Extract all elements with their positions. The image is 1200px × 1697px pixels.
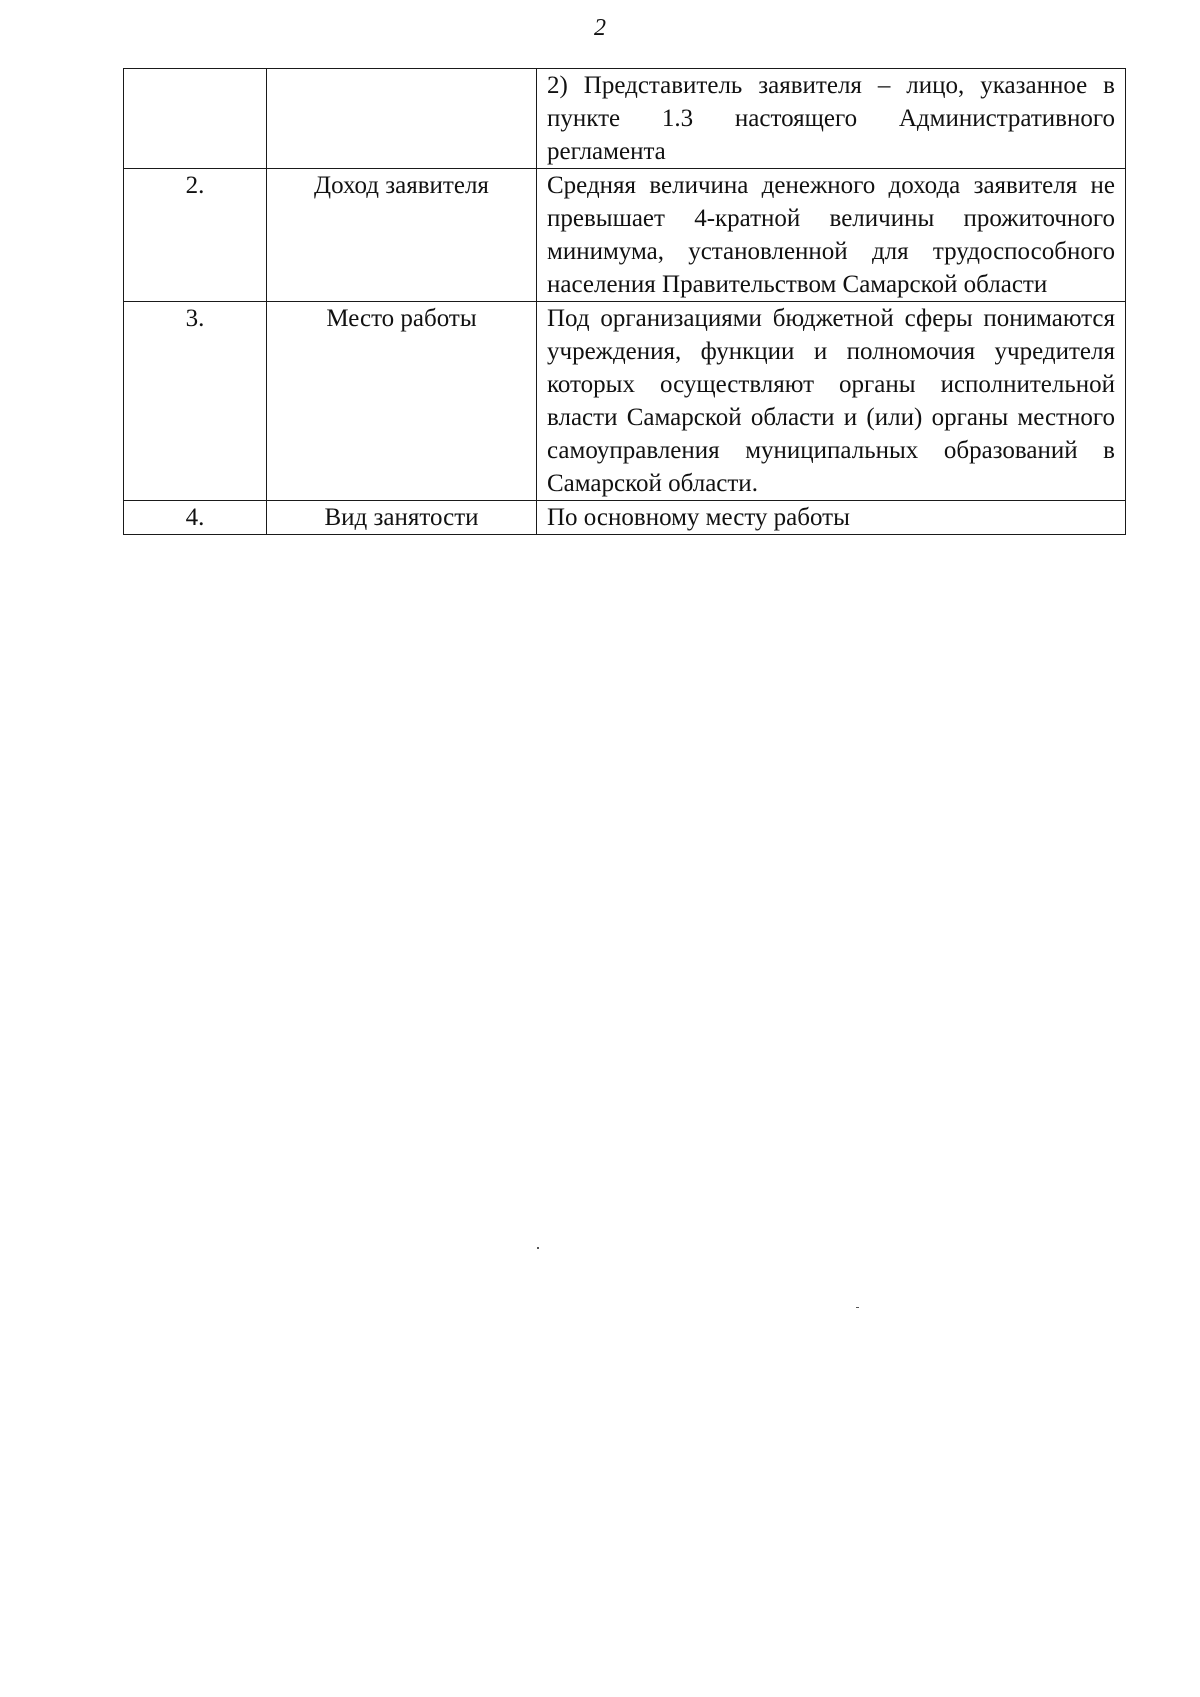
table-row — [124, 69, 1126, 169]
table-row — [124, 169, 1126, 302]
criterion-description-cell: Под организациями бюджетной сферы понимаются учреждения, функции и полномочия учредителя которых осуществляют органы исполнительной власти Самарской области и (или) органы местного самоуправления муниципальных образований в Самарской области. — [537, 302, 1126, 501]
scan-speck — [856, 1307, 859, 1308]
row-number-cell — [124, 69, 267, 169]
criterion-name-cell — [267, 69, 537, 169]
row-number-cell: 4. — [124, 501, 267, 535]
row-number-cell: 2. — [124, 169, 267, 302]
criterion-name-cell: Вид занятости — [267, 501, 537, 535]
page-number: 2 — [594, 15, 606, 41]
criterion-description-cell: По основному месту работы — [537, 501, 1126, 535]
row-number-cell: 3. — [124, 302, 267, 501]
criterion-name-cell: Доход заявителя — [267, 169, 537, 302]
criteria-table — [123, 68, 1126, 535]
table-row — [124, 501, 1126, 535]
criterion-name-cell: Место работы — [267, 302, 537, 501]
scan-speck — [537, 1247, 539, 1249]
criterion-description-cell: 2) Представитель заявителя – лицо, указанное в пункте 1.3 настоящего Административного регламента — [537, 69, 1126, 169]
table-row — [124, 302, 1126, 501]
criterion-description-cell: Средняя величина денежного дохода заявителя не превышает 4-кратной величины прожиточного минимума, установленной для трудоспособного населения Правительством Самарской области — [537, 169, 1126, 302]
